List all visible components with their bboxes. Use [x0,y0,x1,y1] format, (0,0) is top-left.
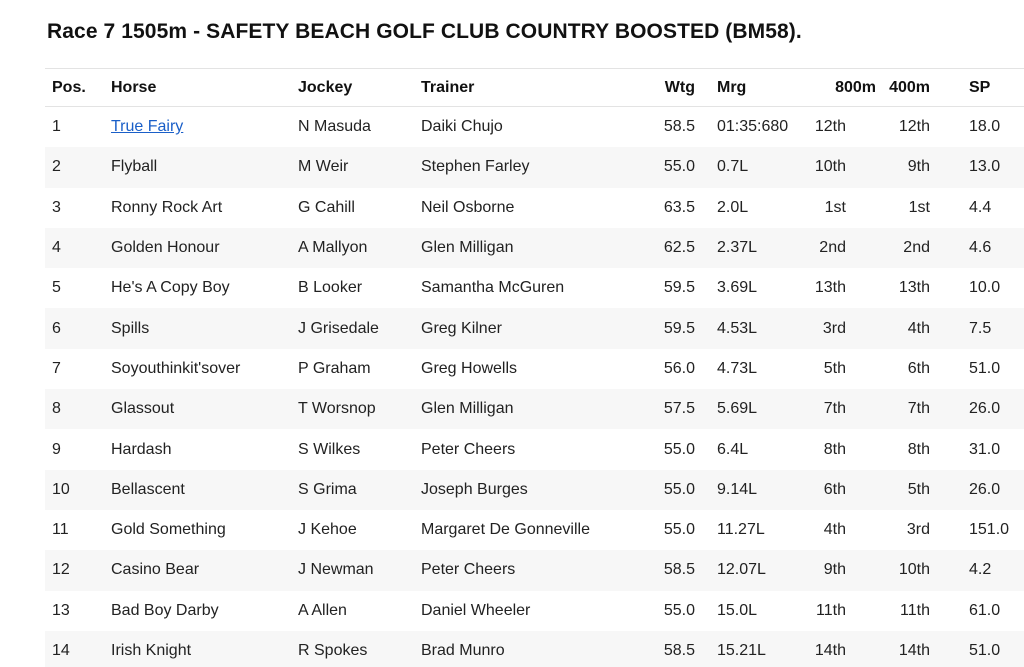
table-row [45,308,1024,348]
cell-800m: 12th [814,118,846,136]
cell-wtg: 63.5 [663,198,695,216]
cell-400m: 2nd [876,228,946,268]
cell-trainer: Greg Howells [421,359,518,377]
cell-trainer: Stephen Farley [421,147,646,187]
cell-horse: Golden Honour [111,228,298,268]
cell-wtg: 55.0 [663,521,695,539]
cell-400m: 7th [876,389,946,429]
cell-sp: 26.0 [946,389,1024,429]
cell-pos: 7 [52,359,61,377]
cell-mrg: 4.73L [717,359,758,377]
cell-trainer: Brad Munro [421,631,646,667]
cell-trainer: Margaret De Gonneville [421,521,590,539]
cell-wtg: 57.5 [646,389,717,429]
cell-800m: 5th [823,359,846,377]
cell-trainer: Peter Cheers [421,550,646,590]
race-title: Race 7 1505m - SAFETY BEACH GOLF CLUB COUNTRY BOOSTED (BM58). [47,20,802,43]
cell-trainer: Glen Milligan [421,228,646,268]
cell-400m: 11th [900,601,930,619]
cell-jockey: R Spokes [298,631,421,667]
cell-wtg: 59.5 [663,279,695,297]
cell-mrg: 15.21L [717,631,811,667]
cell-wtg: 59.5 [646,308,717,348]
table-row [45,631,1024,667]
table-row [45,389,1024,429]
cell-800m: 4th [823,521,846,539]
cell-400m: 12th [898,118,930,136]
table-row [45,107,1024,148]
cell-800m: 10th [811,147,876,187]
cell-400m: 9th [876,147,946,187]
cell-sp: 51.0 [946,631,1024,667]
results-table-header [45,69,1024,107]
cell-horse: He's A Copy Boy [111,279,230,297]
header-jockey: Jockey [298,69,421,107]
cell-pos: 13 [52,601,70,619]
cell-mrg: 0.7L [717,147,811,187]
results-table-body [45,107,1024,667]
cell-sp: 10.0 [969,279,1001,297]
cell-horse: Glassout [111,389,298,429]
cell-jockey: J Newman [298,550,421,590]
cell-trainer: Greg Kilner [421,308,646,348]
cell-800m: 11th [816,601,846,619]
cell-sp: 26.0 [946,470,1024,510]
header-wtg: Wtg [646,69,717,107]
cell-400m: 10th [876,550,946,590]
cell-horse: Bad Boy Darby [111,601,219,619]
cell-pos: 8 [45,389,111,429]
cell-horse: Irish Knight [111,631,298,667]
cell-trainer: Joseph Burges [421,470,646,510]
cell-jockey: P Graham [298,359,371,377]
cell-horse: Flyball [111,147,298,187]
cell-800m: 7th [811,389,876,429]
cell-wtg: 55.0 [663,601,695,619]
cell-800m: 8th [823,440,846,458]
cell-wtg: 55.0 [646,470,717,510]
cell-jockey: S Grima [298,470,421,510]
cell-jockey: J Kehoe [298,521,357,539]
cell-400m: 1st [908,198,930,216]
cell-sp: 13.0 [946,147,1024,187]
cell-sp: 4.4 [969,198,992,216]
cell-jockey: N Masuda [298,118,371,136]
cell-trainer: Daiki Chujo [421,118,503,136]
cell-wtg: 55.0 [646,147,717,187]
cell-wtg: 58.5 [646,631,717,667]
cell-800m: 9th [811,550,876,590]
table-row [45,228,1024,268]
cell-400m: 8th [907,440,930,458]
cell-wtg: 58.5 [646,550,717,590]
cell-pos: 10 [45,470,111,510]
cell-400m: 14th [876,631,946,667]
cell-sp: 7.5 [946,308,1024,348]
cell-pos: 6 [45,308,111,348]
cell-trainer: Neil Osborne [421,198,515,216]
table-row [45,349,1024,389]
cell-sp: 4.2 [946,550,1024,590]
cell-trainer: Glen Milligan [421,389,646,429]
cell-pos: 9 [52,440,61,458]
cell-jockey: J Grisedale [298,308,421,348]
cell-horse: Casino Bear [111,550,298,590]
cell-800m: 14th [811,631,876,667]
table-row [45,591,1024,631]
cell-800m: 1st [824,198,846,216]
cell-mrg: 4.53L [717,308,811,348]
cell-pos: 14 [45,631,111,667]
cell-wtg: 58.5 [663,118,695,136]
header-sp: SP [946,69,1024,107]
cell-horse: Hardash [111,440,172,458]
cell-mrg: 9.14L [717,470,811,510]
cell-mrg: 6.4L [717,440,749,458]
table-row [45,147,1024,187]
cell-horse: Gold Something [111,521,226,539]
cell-800m: 6th [811,470,876,510]
cell-jockey: M Weir [298,147,421,187]
cell-mrg: 5.69L [717,389,811,429]
header-400m: 400m [876,69,946,107]
cell-jockey: G Cahill [298,198,355,216]
cell-sp: 151.0 [969,521,1010,539]
cell-800m: 2nd [811,228,876,268]
cell-pos: 5 [52,279,61,297]
cell-mrg: 15.0L [717,601,758,619]
cell-sp: 61.0 [969,601,1001,619]
cell-sp: 18.0 [969,118,1001,136]
cell-horse: Soyouthinkit'sover [111,359,241,377]
cell-sp: 51.0 [969,359,1001,377]
cell-wtg: 55.0 [663,440,695,458]
header-horse: Horse [111,69,298,107]
cell-pos: 2 [45,147,111,187]
cell-wtg: 56.0 [663,359,695,377]
cell-pos: 3 [52,198,61,216]
cell-jockey: S Wilkes [298,440,361,458]
cell-pos: 11 [52,521,69,539]
table-row [45,268,1024,308]
cell-800m: 3rd [811,308,876,348]
cell-mrg: 12.07L [717,550,811,590]
cell-jockey: A Allen [298,601,347,619]
table-row [45,470,1024,510]
cell-400m: 13th [898,279,930,297]
header-row [45,69,1024,107]
header-800m: 800m [811,69,876,107]
cell-pos: 1 [52,118,61,136]
cell-trainer: Samantha McGuren [421,279,565,297]
table-row [45,510,1024,550]
cell-800m: 13th [814,279,846,297]
cell-horse: Bellascent [111,470,298,510]
cell-400m: 4th [876,308,946,348]
cell-400m: 3rd [906,521,930,539]
table-row [45,550,1024,590]
cell-mrg: 01:35:680 [717,118,789,136]
cell-trainer: Daniel Wheeler [421,601,531,619]
header-pos: Pos. [45,69,111,107]
cell-mrg: 11.27L [717,521,765,539]
table-row [45,188,1024,228]
cell-wtg: 62.5 [646,228,717,268]
header-mrg: Mrg [717,69,811,107]
header-trainer: Trainer [421,69,646,107]
cell-trainer: Peter Cheers [421,440,516,458]
cell-jockey: B Looker [298,279,363,297]
cell-sp: 4.6 [946,228,1024,268]
cell-sp: 31.0 [969,440,1001,458]
horse-link[interactable]: True Fairy [111,118,184,136]
cell-400m: 6th [907,359,930,377]
cell-mrg: 3.69L [717,279,758,297]
cell-pos: 4 [45,228,111,268]
cell-mrg: 2.37L [717,228,811,268]
cell-400m: 5th [876,470,946,510]
results-table [45,68,1024,667]
cell-jockey: T Worsnop [298,389,421,429]
cell-horse: Spills [111,308,298,348]
cell-horse: Ronny Rock Art [111,198,223,216]
cell-horse [111,107,298,148]
cell-pos: 12 [45,550,111,590]
cell-mrg: 2.0L [717,198,749,216]
table-row [45,429,1024,469]
cell-jockey: A Mallyon [298,228,421,268]
